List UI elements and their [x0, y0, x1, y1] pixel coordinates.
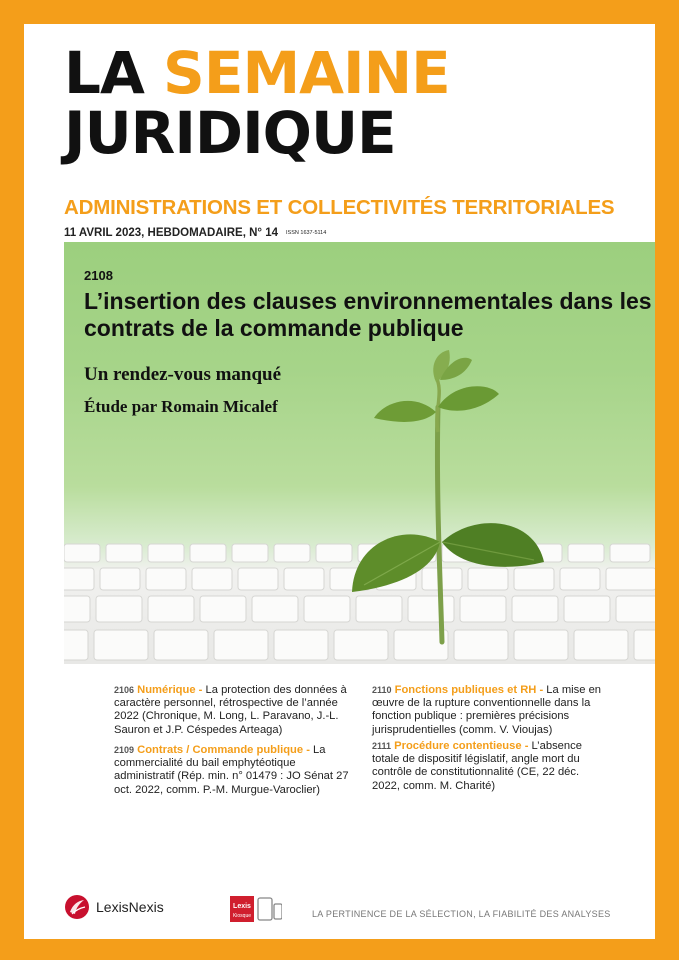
summary-item[interactable]	[114, 744, 352, 797]
issn: ISSN 1637-5114	[286, 230, 327, 236]
lexis-kiosque-badge[interactable]	[230, 894, 282, 929]
summary-text: L’absence totale de dispositif législatif, angle mort du contrôle de constitutionnalité (CE, 22 déc. 2022, comm. M. Charité)	[372, 740, 582, 792]
lexisnexis-logo[interactable]	[64, 894, 164, 920]
issue-date: 11 AVRIL 2023, HEBDOMADAIRE, N° 14	[64, 227, 279, 239]
feature-number: 2108	[84, 268, 113, 283]
summary-number: 2110	[372, 685, 392, 695]
summary-category: Numérique -	[137, 684, 203, 696]
feature-subtitle: Un rendez-vous manqué	[84, 364, 282, 385]
masthead-la: LA	[64, 39, 164, 107]
summary-number: 2111	[372, 741, 392, 751]
summary-text: La protection des données à caractère personnel, rétrospective de l’année 2022 (Chronique, M. Long, L. Paravano, J.-L. Sauron et J.P. Céspedes Arteaga)	[114, 684, 347, 736]
kiosk-label: Lexis	[233, 903, 251, 910]
summary-number: 2109	[114, 745, 135, 755]
summary-item[interactable]	[372, 684, 610, 737]
summary-category: Fonctions publiques et RH -	[394, 684, 544, 696]
issue-info	[64, 227, 326, 239]
masthead-juridique: JURIDIQUE	[64, 99, 396, 167]
summary-category: Contrats / Commande publique -	[137, 744, 310, 756]
cover-page	[24, 24, 655, 939]
summary-category: Procédure contentieuse -	[394, 740, 529, 752]
lexisnexis-emblem-icon	[64, 894, 90, 920]
summary-item[interactable]	[114, 684, 352, 737]
feature-hero	[64, 242, 655, 664]
summary-item[interactable]	[372, 740, 610, 793]
kiosk-sub: Kiosque	[232, 913, 252, 919]
tagline: LA PERTINENCE DE LA SÉLECTION, LA FIABILITÉ DES ANALYSES	[312, 909, 611, 919]
summary-text: La mise en œuvre de la rupture conventionnelle dans la fonction publique : premières précisions jurisprudentielles (comm. V. Vioujas)	[372, 684, 602, 736]
brand-name: LexisNexis	[96, 899, 164, 915]
masthead	[64, 39, 450, 167]
feature-title[interactable]: L’insertion des clauses environnementales dans les contrats de la commande publique	[84, 288, 652, 341]
masthead-semaine: SEMAINE	[163, 39, 450, 107]
feature-author: Étude par Romain Micalef	[84, 397, 278, 416]
edition-subtitle: ADMINISTRATIONS ET COLLECTIVITÉS TERRITORIALES	[64, 196, 615, 219]
kiosque-devices-icon	[230, 894, 282, 924]
summary-text: La commercialité du bail emphytéotique administratif (Rép. min. n° 01479 : JO Sénat 27 oct. 2022, comm. P.-M. Murgue-Varoclier)	[114, 744, 349, 796]
summary-number: 2106	[114, 685, 135, 695]
